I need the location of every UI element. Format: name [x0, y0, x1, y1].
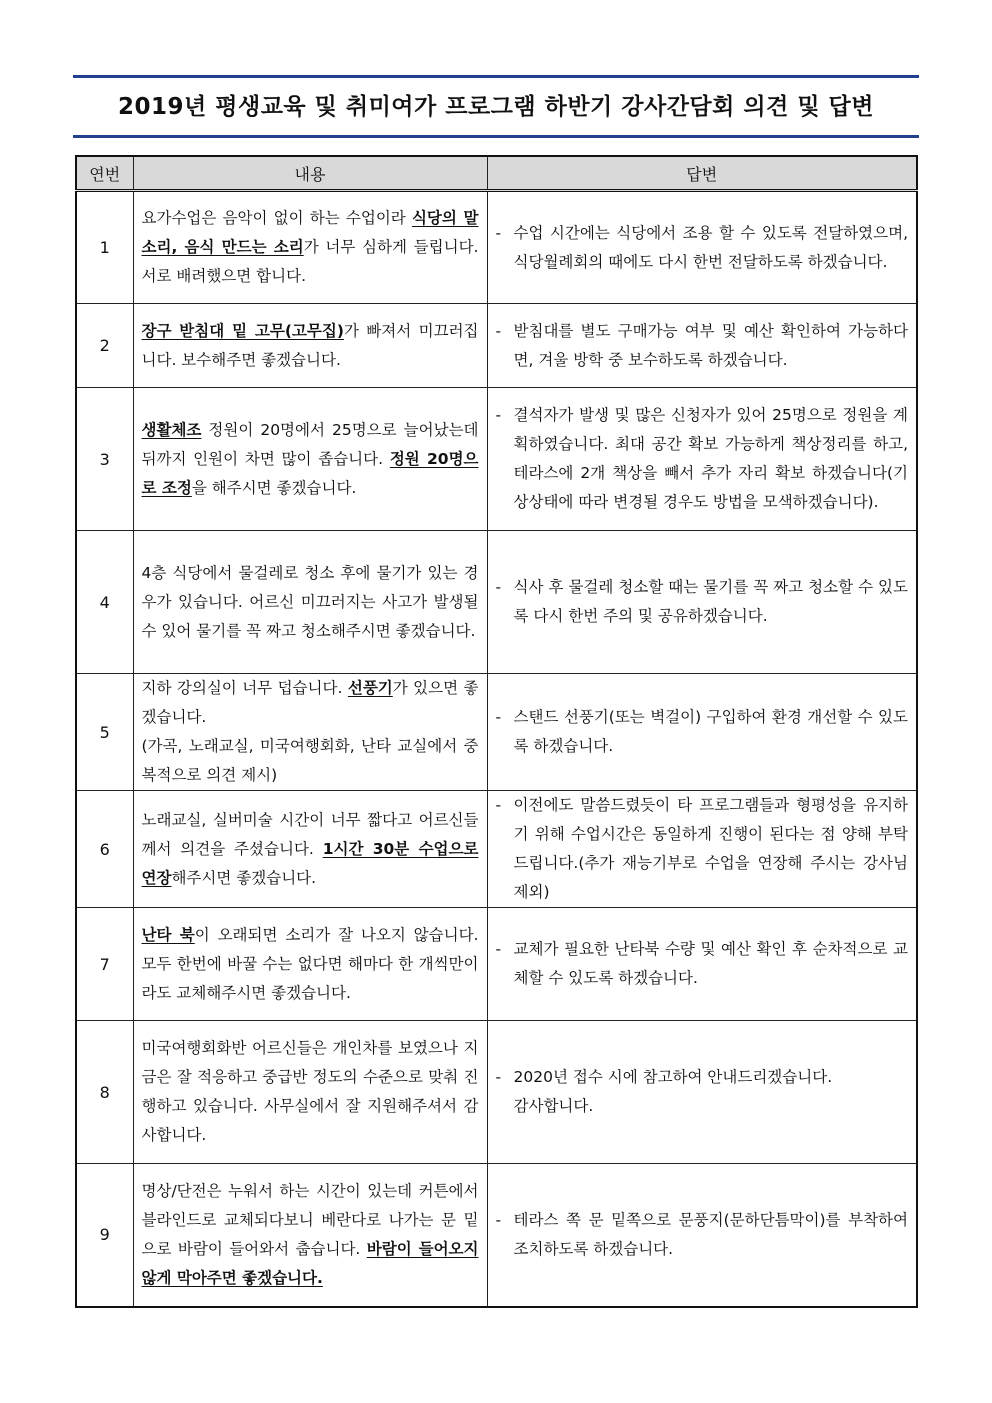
- content-text: 을 해주시면 좋겠습니다.: [191, 478, 357, 497]
- content-text: 지하 강의실이 너무 덥습니다.: [141, 679, 348, 697]
- content-text: 해주시면 좋겠습니다.: [171, 868, 317, 887]
- content-text: (가곡, 노래교실, 미국여행회화, 난타 교실에서 중복적으로 의견 제시): [141, 737, 479, 784]
- content-text: 4층 식당에서 물걸레로 청소 후에 물기가 있는 경우가 있습니다. 어르신 미끄러지는 사고가 발생될 수 있어 물기를 꼭 짜고 청소해주시면 좋겠습니다.: [141, 563, 479, 640]
- answer-content: [487, 1021, 917, 1164]
- answer-content: [487, 191, 917, 304]
- dash-bullet: -: [495, 406, 502, 424]
- answer-content: [487, 304, 917, 388]
- content-text: 노래교실, 실버미술 시간이 너무 짧다고 어르신들께서 의견을 주셨습니다.: [141, 810, 479, 858]
- content-text: 정원이 20명에서 25명으로 늘어났는데 뒤까지 인원이 차면 많이 좁습니다.: [141, 420, 479, 468]
- answer-content: [487, 791, 917, 908]
- table-row: [76, 531, 917, 674]
- answer-line: [496, 317, 909, 375]
- answer-line: [496, 219, 909, 277]
- content-text: 미국여행회화반 어르신들은 개인차를 보였으나 지금은 잘 적응하고 중급반 정도의 수준으로 맞춰 진행하고 있습니다. 사무실에서 잘 지원해주셔서 감사합니다.: [141, 1039, 479, 1144]
- opinion-content: [133, 791, 487, 908]
- answer-line: [496, 401, 909, 517]
- answer-line: [496, 935, 909, 993]
- table-row: [76, 1164, 917, 1307]
- title-bottom-rule: [73, 135, 919, 138]
- content-text: 요가수업은 음악이 없이 하는 수업이라: [141, 209, 412, 227]
- emphasized-text: 장구 받침대 밑 고무(고무집): [141, 321, 344, 340]
- answer-line: [496, 703, 909, 761]
- row-number: 3: [76, 388, 133, 531]
- emphasized-text: 1시간 30분 수업으로 연장: [141, 839, 479, 887]
- content-text: 명상/단전은 누워서 하는 시간이 있는데 커튼에서 블라인드로 교체되다보니 베란다로 나가는 문 밑으로 바람이 들어와서 춥습니다.: [141, 1181, 479, 1258]
- answer-content: [487, 908, 917, 1021]
- row-number: 9: [76, 1164, 133, 1307]
- dash-bullet: -: [495, 940, 502, 958]
- document-title: 2019년 평생교육 및 취미여가 프로그램 하반기 강사간담회 의견 및 답변: [118, 94, 874, 120]
- answer-line: [496, 1206, 909, 1264]
- title-top-rule: [73, 75, 919, 78]
- row-number: 1: [76, 191, 133, 304]
- dash-bullet: -: [495, 708, 502, 726]
- answer-text: 수업 시간에는 식당에서 조용 할 수 있도록 전달하였으며, 식당월례회의 때에도 다시 한번 전달하도록 하겠습니다.: [513, 223, 908, 271]
- content-text: 가 있으면 좋겠습니다.: [141, 679, 479, 726]
- table-header-row: [76, 156, 917, 191]
- answer-text: 스탠드 선풍기(또는 벽걸이) 구입하여 환경 개선할 수 있도록 하겠습니다.: [513, 708, 908, 755]
- answer-content: [487, 674, 917, 791]
- answer-text: 받침대를 별도 구매가능 여부 및 예산 확인하여 가능하다면, 겨울 방학 중 보수하도록 하겠습니다.: [513, 321, 908, 369]
- row-number: 5: [76, 674, 133, 791]
- content-text: 이 오래되면 소리가 잘 나오지 않습니다. 모두 한번에 바꿀 수는 없다면 해마다 한 개씩만이라도 교체해주시면 좋겠습니다.: [141, 925, 479, 1002]
- answer-text: 테라스 쪽 문 밑쪽으로 문풍지(문하단틈막이)를 부착하여 조치하도록 하겠습니다.: [513, 1210, 908, 1258]
- emphasized-text: 생활체조: [141, 420, 202, 439]
- table-row: [76, 388, 917, 531]
- table-row: [76, 908, 917, 1021]
- answer-content: [487, 531, 917, 674]
- content-text: 가 빠져서 미끄러집니다. 보수해주면 좋겠습니다.: [141, 321, 479, 369]
- opinion-content: [133, 1021, 487, 1164]
- table-row: [76, 674, 917, 791]
- row-number: 6: [76, 791, 133, 908]
- table-row: [76, 1021, 917, 1164]
- emphasized-text: 바람이 들어오지 않게 막아주면 좋겠습니다.: [141, 1239, 479, 1287]
- opinion-content: [133, 191, 487, 304]
- answer-line: [496, 791, 909, 907]
- document-title-box: [73, 75, 919, 138]
- emphasized-text: 난타 북: [141, 925, 195, 944]
- answer-content: [487, 388, 917, 531]
- dash-bullet: -: [495, 321, 502, 340]
- header-no: 연번: [76, 156, 133, 191]
- emphasized-text: 식당의 말소리, 음식 만드는 소리: [141, 209, 479, 256]
- table-row: [76, 791, 917, 908]
- answer-text: 식사 후 물걸레 청소할 때는 물기를 꼭 짜고 청소할 수 있도록 다시 한번 주의 및 공유하겠습니다.: [513, 578, 908, 625]
- answer-line: [496, 1092, 909, 1121]
- opinion-content: [133, 388, 487, 531]
- opinion-content: [133, 304, 487, 388]
- dash-bullet: -: [495, 1068, 502, 1086]
- dash-bullet: -: [495, 578, 502, 596]
- answer-text: 감사합니다.: [513, 1097, 594, 1115]
- header-answer: 답변: [487, 156, 917, 191]
- opinion-content: [133, 674, 487, 791]
- row-number: 2: [76, 304, 133, 388]
- opinion-content: [133, 531, 487, 674]
- table-row: [76, 304, 917, 388]
- opinion-content: [133, 1164, 487, 1307]
- emphasized-text: 선풍기: [347, 679, 393, 697]
- emphasized-text: 정원 20명으로 조정: [141, 449, 479, 497]
- table-row: [76, 191, 917, 304]
- dash-bullet: -: [495, 1210, 502, 1229]
- opinion-content: [133, 908, 487, 1021]
- answer-text: 이전에도 말씀드렸듯이 타 프로그램들과 형평성을 유지하기 위해 수업시간은 동일하게 진행이 된다는 점 양해 부탁드립니다.(추가 재능기부로 수업을 연장해 주시는 강사님 제외): [513, 796, 908, 901]
- answer-text: 2020년 접수 시에 참고하여 안내드리겠습니다.: [513, 1068, 833, 1086]
- row-number: 7: [76, 908, 133, 1021]
- dash-bullet: -: [495, 796, 502, 814]
- answer-content: [487, 1164, 917, 1307]
- content-text: 가 너무 심하게 들립니다. 서로 배려했으면 합니다.: [141, 238, 479, 285]
- answer-text: 결석자가 발생 및 많은 신청자가 있어 25명으로 정원을 계획하였습니다. 최대 공간 확보 가능하게 책상정리를 하고, 테라스에 2개 책상을 빼서 추가 자리 확보 하겠습니다(기상상태에 따라 변경될 경우도 방법을 모색하겠습니다).: [513, 406, 908, 511]
- answer-line: [496, 1063, 909, 1092]
- dash-bullet: -: [495, 223, 502, 242]
- header-content: 내용: [133, 156, 487, 191]
- answer-line: [496, 573, 909, 631]
- row-number: 8: [76, 1021, 133, 1164]
- opinion-answer-table: [75, 155, 918, 1308]
- row-number: 4: [76, 531, 133, 674]
- answer-text: 교체가 필요한 난타북 수량 및 예산 확인 후 순차적으로 교체할 수 있도록 하겠습니다.: [513, 940, 908, 987]
